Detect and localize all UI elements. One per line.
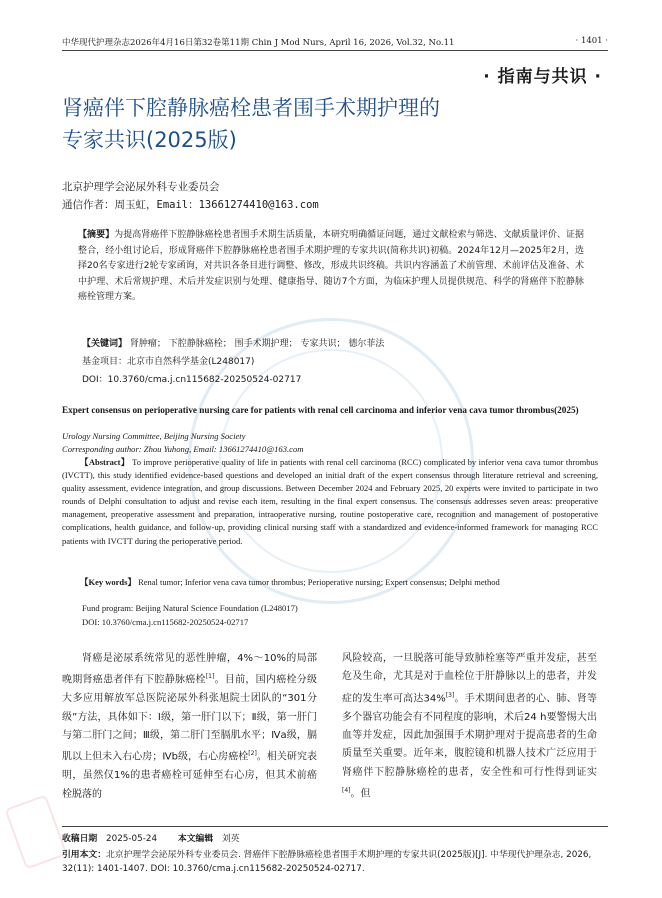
author-group: 北京护理学会泌尿外科专业委员会: [62, 181, 220, 193]
keywords-label: 【关键词】: [82, 339, 128, 349]
fund-chinese: 基金项目：北京市自然科学基金(L248017): [82, 357, 255, 367]
doi-english: DOI: 10.3760/cma.j.cn115682-20250524-02717: [82, 617, 249, 627]
body-column-left: [62, 650, 317, 804]
keywords-en-label: 【Key words】: [80, 577, 136, 587]
body-text: 。手术期间患者的心、肺、肾等多个器官功能会有不同程度的影响，术后24 h要警惕大出血等并发症，因此加强围手术期护理对于提高患者的生命质量至关重要。近年来，腹腔镜和机器人技术广泛应用于肾癌伴下腔静脉癌栓的患者，安全性和可行性得到证实: [342, 693, 597, 778]
citation-ref: [1]: [205, 673, 215, 681]
corresponding-author: 通信作者：周玉虹，Email：13661274410@163.com: [62, 199, 319, 211]
abstract-en-label: 【Abstract】: [80, 457, 130, 467]
doi-chinese: DOI：10.3760/cma.j.cn115682-20250524-02717: [82, 375, 302, 385]
citation-ref: [4]: [342, 787, 351, 795]
editor-label: 本文编辑: [177, 834, 214, 844]
keywords-english: [62, 576, 598, 589]
body-text: 。目前，国内癌栓分级大多应用解放军总医院泌尿外科张旭院士团队的“301分级”方法，具体如下：Ⅰ级，第一肝门以下；Ⅱ级，第一肝门与第二肝门之间；Ⅲ级，第二肝门至膈肌水平；Ⅳa级，膈肌以上但未入右心房；Ⅳb级，右心房癌栓: [62, 674, 318, 763]
keywords-text: 肾肿瘤； 下腔静脉癌栓； 围手术期护理； 专家共识； 德尔菲法: [129, 339, 385, 349]
body-text: 肾癌是泌尿系统常见的恶性肿瘤，4%～10%的局部晚期肾癌患者伴有下腔静脉癌栓: [62, 653, 317, 686]
section-tag: · 指南与共识 ·: [483, 67, 602, 87]
footnote-divider: [62, 826, 608, 827]
english-title: Expert consensus on perioperative nursing care for patients with renal cell carcinoma and inferior vena cava tumor thrombus(2025): [62, 405, 579, 415]
english-corresponding: Corresponding author: Zhou Yuhong, Email: 13661274410@163.com: [62, 444, 304, 454]
citation-ref: [3]: [445, 691, 455, 699]
cite-text: 北京护理学会泌尿外科专业委员会. 肾癌伴下腔静脉癌栓患者围手术期护理的专家共识(2025版)[J]. 中华现代护理杂志, 2026, 32(11): 1401-1407. DOI: 10.3760/cma.j.cn115682-20250524-02717.: [62, 850, 592, 874]
editor-name: 刘英: [221, 834, 240, 844]
english-committee: Urology Nursing Committee, Beijing Nursing Society: [62, 431, 246, 441]
received-line: [62, 832, 608, 846]
abstract-text: 为提高肾癌伴下腔静脉癌栓患者围手术期生活质量，本研究明确循证问题，通过文献检索与筛选、文献质量评价、证据整合，经小组讨论后，形成肾癌伴下腔静脉癌栓患者围手术期护理的专家共识(简称共识)初稿。2024年12月—2025年2月，选择20名专家进行2轮专家函询，对共识各条目进行调整、修改，形成共识终稿。共识内容涵盖了术前管理、术前评估及准备、术中护理、术后常规护理、术后并发症识别与处理、健康指导、随访7个方面，为临床护理人员提供规范、科学的肾癌伴下腔静脉癌栓管理方案。: [78, 230, 584, 303]
abstract-label: 【摘要】: [78, 230, 115, 240]
abstract-chinese: [78, 228, 584, 306]
cite-label: 引用本文：: [62, 850, 106, 860]
body-column-right: [342, 650, 597, 804]
title-line-1: 肾癌伴下腔静脉癌栓患者围手术期护理的: [62, 96, 440, 120]
journal-citation-header: 中华现代护理杂志2026年4月16日第32卷第11期 Chin J Mod Nurs, April 16, 2026, Vol.32, No.11: [62, 38, 455, 48]
citation-line: [62, 848, 608, 876]
body-text: 。相关研究表明，虽然仅1%的患者癌栓可延伸至右心房，但其术前癌栓脱落的: [62, 751, 318, 800]
title-line-2: 专家共识(2025版): [62, 128, 237, 152]
running-header: [62, 36, 608, 51]
stamp-watermark: [4, 794, 67, 869]
received-date: 2025-05-24: [106, 834, 158, 844]
english-authors: [62, 430, 303, 456]
page-number: · 1401 ·: [575, 36, 608, 46]
body-text: 。但: [350, 788, 371, 800]
abstract-en-text: To improve perioperative quality of life in patients with renal cell carcinoma (RCC) complicated by inferior vena cava tumor thrombus (IVCTT), this study identified evidence-based questions and developed an initial draft of the expert consensus through literature retrieval and screening, quality assessment, evidence integration, and group discussions. Between December 2024 and February 2025, 20 experts were invited to participate in two rounds of Delphi consultation to adjust and revise each item, resulting in the final expert consensus. The consensus addresses seven areas: preoperative management, preoperative assessment and preparation, intraoperative nursing, routine postoperative care, recognition and management of postoperative complications, health guidance, and follow-up, providing clinical nursing staff with a standardized and evidence-informed framework for managing RCC patients with IVCTT during the perioperative period.: [62, 457, 599, 546]
fund-english: Fund program: Beijing Natural Science Foundation (L248017): [82, 603, 298, 613]
body-text: 风险较高，一旦脱落可能导致肺栓塞等严重并发症，甚至危及生命，尤其是对于血栓位于肝静脉以上的患者，并发症的发生率可高达34%: [342, 653, 597, 705]
keywords-en-text: Renal tumor; Inferior vena cava tumor thrombus; Perioperative nursing; Expert consensus; Delphi method: [138, 577, 500, 587]
keywords-chinese: [82, 336, 384, 349]
received-label: 收稿日期: [62, 834, 98, 844]
citation-ref: [2]: [248, 750, 257, 758]
article-title: [62, 92, 582, 156]
author-block: [62, 178, 319, 214]
abstract-english: [62, 456, 598, 548]
